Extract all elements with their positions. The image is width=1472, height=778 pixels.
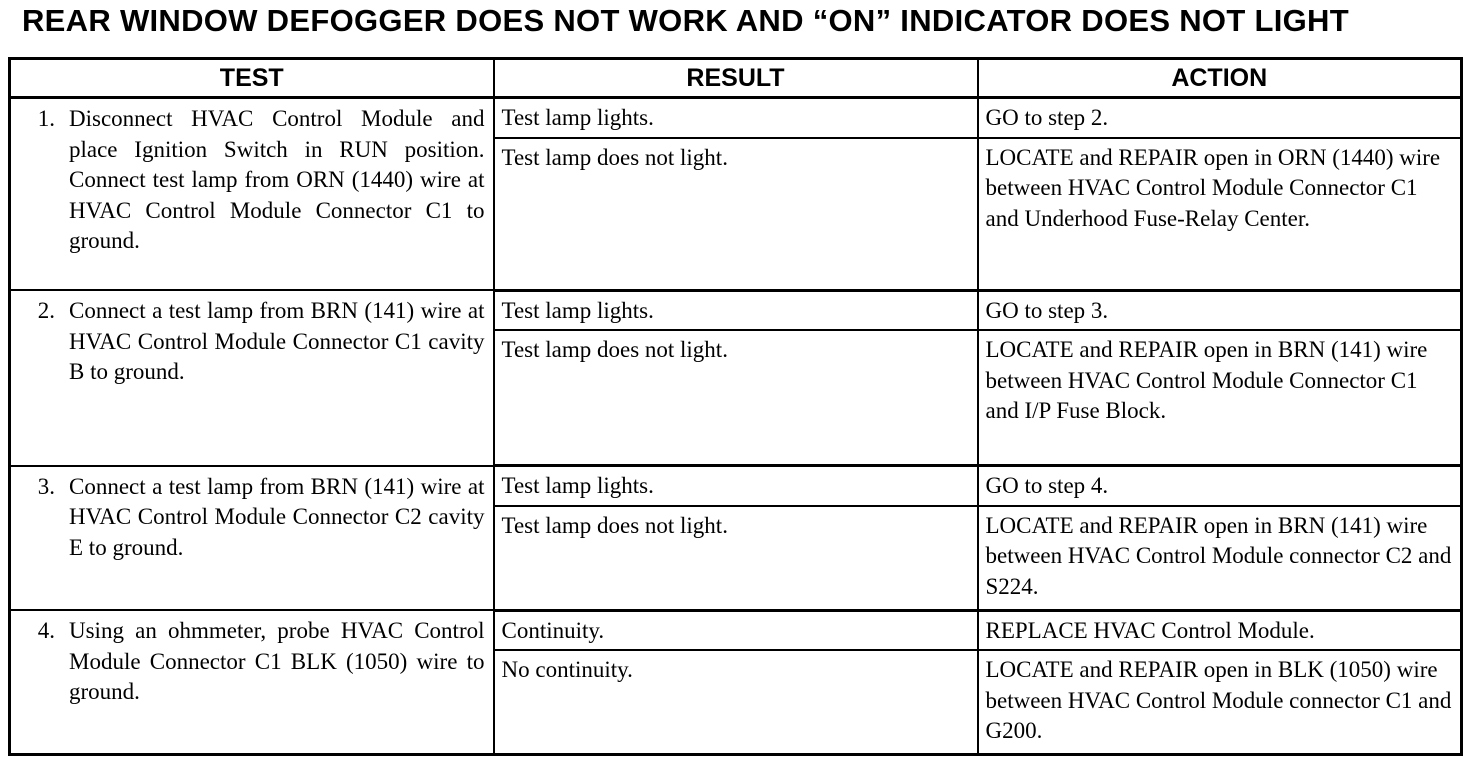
step-number: 1. (37, 106, 55, 131)
result-cell: Test lamp does not light. (494, 330, 978, 466)
result-cell: Test lamp lights. (494, 290, 978, 330)
test-cell (10, 98, 494, 291)
table-row (10, 98, 1462, 138)
test-cell (10, 466, 494, 611)
result-cell: No continuity. (494, 650, 978, 755)
column-header-action: ACTION (978, 59, 1462, 98)
action-cell: LOCATE and REPAIR open in BLK (1050) wire between HVAC Control Module connector C1 and G200. (978, 650, 1462, 755)
action-cell: REPLACE HVAC Control Module. (978, 610, 1462, 650)
test-text: Using an ohmmeter, probe HVAC Control Module Connector C1 BLK (1050) wire to ground. (69, 618, 485, 704)
result-cell: Test lamp does not light. (494, 506, 978, 611)
column-header-test: TEST (10, 59, 494, 98)
action-cell: LOCATE and REPAIR open in BRN (141) wire between HVAC Control Module Connector C1 and I/P Fuse Block. (978, 330, 1462, 466)
action-cell: LOCATE and REPAIR open in BRN (141) wire between HVAC Control Module connector C2 and S224. (978, 506, 1462, 611)
column-header-result: RESULT (494, 59, 978, 98)
step-number: 2. (37, 298, 55, 323)
table-row (10, 290, 1462, 330)
action-cell: GO to step 3. (978, 290, 1462, 330)
step-number: 4. (37, 618, 55, 643)
test-text: Connect a test lamp from BRN (141) wire at HVAC Control Module Connector C2 cavity E to ground. (69, 473, 485, 560)
test-cell (10, 290, 494, 466)
table-row (10, 466, 1462, 506)
result-cell: Test lamp lights. (494, 98, 978, 138)
result-cell: Test lamp does not light. (494, 138, 978, 291)
header-row (10, 59, 1462, 98)
test-text: Connect a test lamp from BRN (141) wire at HVAC Control Module Connector C1 cavity B to ground. (69, 298, 485, 384)
test-text: Disconnect HVAC Control Module and place Ignition Switch in RUN position. Connect test lamp from ORN (1440) wire at HVAC Control Module Connector C1 to ground. (69, 106, 485, 253)
step-number: 3. (37, 473, 55, 499)
test-cell (10, 610, 494, 755)
result-cell: Continuity. (494, 610, 978, 650)
table-row (10, 610, 1462, 650)
action-cell: GO to step 4. (978, 466, 1462, 506)
result-cell: Test lamp lights. (494, 466, 978, 506)
action-cell: GO to step 2. (978, 98, 1462, 138)
action-cell: LOCATE and REPAIR open in ORN (1440) wire between HVAC Control Module Connector C1 and Underhood Fuse-Relay Center. (978, 138, 1462, 291)
page-title: REAR WINDOW DEFOGGER DOES NOT WORK AND “ON” INDICATOR DOES NOT LIGHT (22, 3, 1349, 38)
diagnostic-table (8, 57, 1463, 756)
